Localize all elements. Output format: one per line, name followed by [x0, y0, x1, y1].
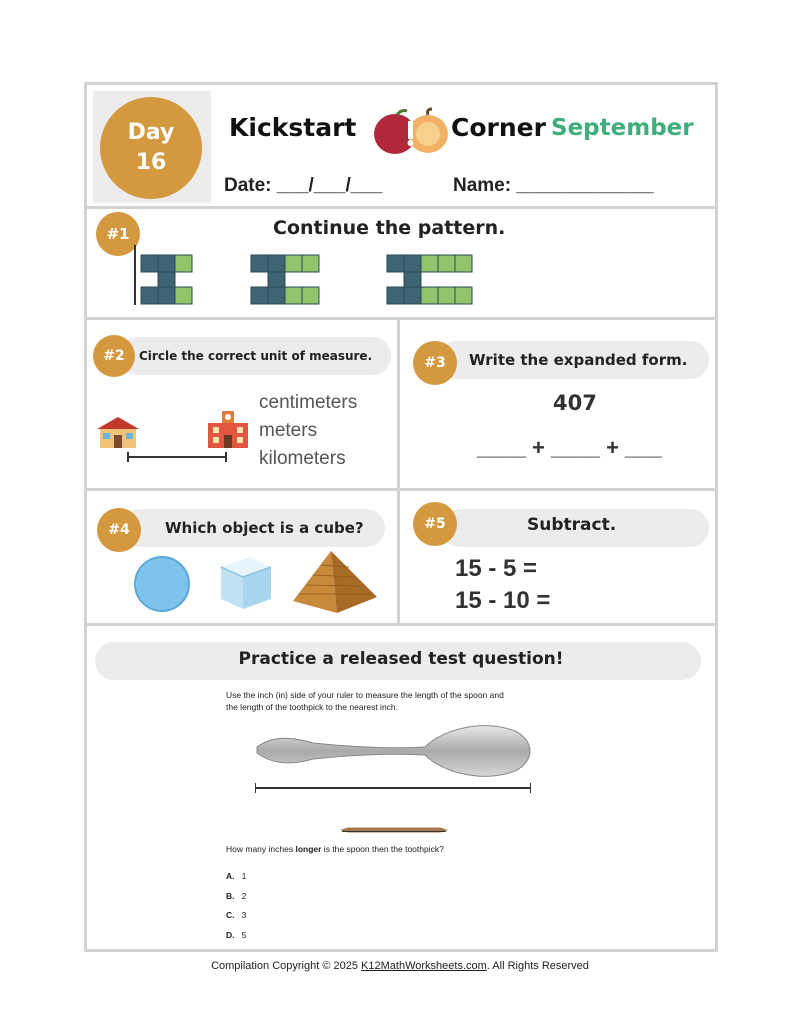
- q5-badge: #5: [413, 502, 457, 546]
- q2-badge: #2: [93, 335, 135, 377]
- unit-option-kilometers[interactable]: kilometers: [259, 448, 346, 469]
- q5-prompt: Subtract.: [527, 515, 617, 535]
- copyright-prefix: Compilation Copyright © 2025: [211, 960, 362, 972]
- apple-icon: [373, 107, 453, 155]
- q4-badge: #4: [97, 508, 141, 552]
- unit-option-meters[interactable]: meters: [259, 420, 318, 441]
- copyright-footer: [0, 960, 800, 972]
- choice-value: 5: [241, 929, 247, 940]
- day-number: 16: [135, 150, 167, 175]
- choice-d[interactable]: [226, 926, 246, 946]
- q3-badge: #3: [413, 341, 457, 385]
- title-kickstart: Kickstart: [229, 113, 357, 142]
- choice-letter: C.: [226, 910, 235, 920]
- day-label: Day: [127, 120, 175, 145]
- choice-value: 3: [241, 910, 247, 920]
- q2-prompt: Circle the correct unit of measure.: [139, 349, 373, 363]
- spoon-image: [253, 717, 533, 783]
- worksheet: [84, 82, 718, 952]
- test-question-start: How many inches: [226, 844, 296, 854]
- day-badge: [100, 97, 202, 199]
- pattern-start-line: [134, 245, 136, 305]
- title-corner: Corner: [451, 113, 546, 142]
- choice-b[interactable]: [226, 887, 246, 907]
- distance-tick-left: [127, 452, 129, 462]
- spoon-measure-line: [255, 787, 531, 789]
- divider: [87, 623, 715, 626]
- house-icon: [95, 415, 141, 449]
- website-link[interactable]: K12MathWorksheets.com: [361, 960, 487, 972]
- distance-line: [127, 456, 227, 458]
- test-instruction-line-2: the length of the toothpick to the nearest inch.: [226, 702, 399, 712]
- choice-value: 1: [241, 871, 247, 881]
- unit-option-centimeters[interactable]: centimeters: [259, 392, 358, 413]
- pattern-figures: [139, 253, 499, 307]
- divider: [87, 206, 715, 209]
- toothpick-measure-line: [342, 831, 446, 832]
- choice-value: 2: [241, 890, 247, 901]
- choice-letter: D.: [226, 929, 235, 940]
- toothpick-image: [340, 818, 448, 824]
- pyramid-icon[interactable]: [291, 549, 379, 615]
- name-field[interactable]: Name: _____________: [453, 175, 654, 196]
- choice-letter: B.: [226, 890, 235, 901]
- test-question-end: is the spoon then the toothpick?: [321, 844, 444, 854]
- q1-prompt: Continue the pattern.: [273, 217, 506, 239]
- q5-line-1: 15 - 5 =: [455, 555, 538, 582]
- test-instruction: [226, 689, 504, 713]
- school-icon: [205, 409, 251, 449]
- test-question: [226, 844, 444, 854]
- sphere-icon[interactable]: [133, 555, 191, 613]
- q4-prompt: Which object is a cube?: [165, 519, 364, 537]
- choice-a[interactable]: [226, 867, 246, 887]
- test-question-emphasis: longer: [295, 844, 322, 854]
- distance-tick-right: [225, 452, 227, 462]
- choice-c[interactable]: [226, 906, 246, 926]
- spoon-tick-left: [255, 783, 256, 793]
- q1-badge: #1: [96, 212, 140, 256]
- copyright-suffix: . All Rights Reserved: [486, 960, 589, 972]
- answer-choices: [226, 867, 246, 945]
- q3-number: 407: [553, 391, 597, 415]
- divider: [87, 488, 715, 491]
- ice-cube-icon[interactable]: [213, 553, 275, 611]
- title-month: September: [551, 115, 694, 141]
- divider: [397, 320, 400, 625]
- q3-answer-blanks[interactable]: ____ + ____ + ___: [477, 435, 662, 460]
- choice-letter: A.: [226, 871, 235, 881]
- q5-line-2: 15 - 10 =: [455, 587, 551, 614]
- spoon-tick-right: [530, 783, 531, 793]
- q3-prompt: Write the expanded form.: [469, 351, 688, 369]
- test-instruction-line-1: Use the inch (in) side of your ruler to measure the length of the spoon and: [226, 690, 504, 700]
- test-title: Practice a released test question!: [238, 649, 564, 669]
- date-field[interactable]: Date: ___/___/___: [224, 175, 383, 196]
- divider: [87, 317, 715, 320]
